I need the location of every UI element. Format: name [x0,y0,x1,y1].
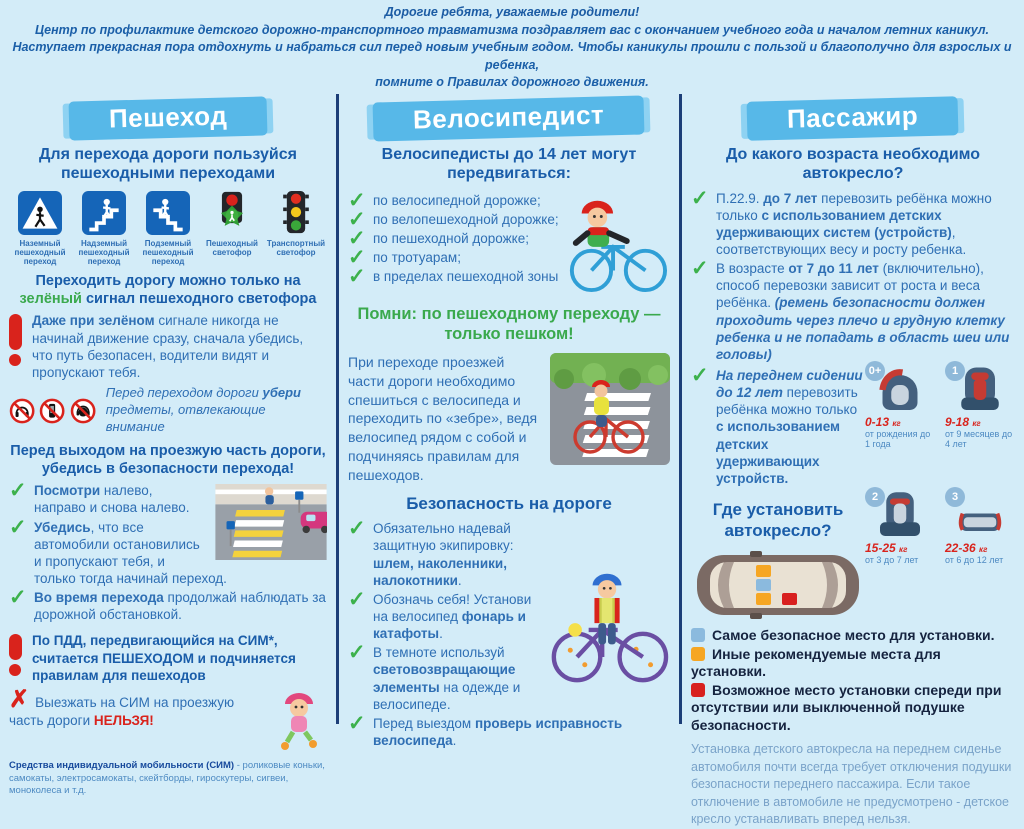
seat-age-range: от 6 до 12 лет [945,554,1004,565]
sim-warning-text: По ПДД, передвигающийся на СИМ*, считается ПЕШЕХОДОМ и подчиняется правилам для пешеходов [32,633,296,683]
legend-item-recommended [691,646,1015,681]
pedestrian-heading3: Перед выходом на проезжую часть дороги, убедись в безопасности перехода! [10,443,326,478]
heading2-green-word: зелёный [19,291,82,308]
seat-weight: 22-36 кг [945,540,988,555]
list-item [348,245,562,269]
car-seat-0plus [865,365,935,485]
rule-italic: (ремень безопасности должен проходить через плечо и грудную клетку ребенка и не попадать в область шеи или головы) [716,295,1010,362]
item-rest: , что все автомобили остановились и пропускают тебя, и только тогда начинай переход. [34,519,227,587]
footnote-rest: - роликовые коньки, самокаты, электросамокаты, скейтборды, гироскутеры, сигвеи, моноколеса и т.д. [9,760,325,796]
seat-badge: 1 [945,361,965,381]
cyclist-title: Велосипедист [373,95,645,141]
item-text: по тротуарам; [373,249,461,265]
sign-pedestrian-light [201,190,263,267]
item-bold: шлем, наколенники, налокотники [373,555,507,588]
cyclist-green-heading: Помни: по пешеходному переходу — только пешком! [357,304,661,344]
heading2-pre: Переходить дорогу можно только на [35,273,301,290]
exclamation-icon [9,312,23,381]
checkmark-icon: ✓ [691,186,709,210]
cyclist-heading1: Велосипедисты до 14 лет могут передвигаться: [381,145,637,183]
seat-age-range: от рождения до 1 года [865,428,931,450]
safety-item [348,517,670,589]
no-headphones-person-icon [70,386,96,436]
car-top-view-illustration [694,547,862,623]
distraction-row [9,385,327,436]
item-bold: фонарь и катафоты [373,608,526,642]
dismount-row [348,353,670,485]
exclamation-icon [9,632,23,684]
pedestrian-traffic-light-icon [210,190,254,236]
sign-crosswalk [9,190,71,267]
checklist-item [9,515,327,588]
header-line3: Наступает прекрасная пора отдохнуть и набраться сил перед новым учебным годом. Чтобы каникулы прошли с пользой и благополучно для взрослых и ребенка, [12,40,1012,72]
item-bold: Убедись [34,519,91,535]
safety-item [348,641,670,713]
seat-weight: 15-25 кг [865,540,908,555]
seat-grid-top [865,365,1015,489]
sim-no-red: НЕЛЬЗЯ! [93,713,154,729]
list-item [348,265,562,289]
dismount-paragraph: При переходе проезжей части дороги необходимо спешиться с велосипеда и переходить по «зебре», ведя велосипед рядом с собой и подчиняясь правилам для пешеходов. [348,353,538,484]
rule-bold: от 7 до 11 лет [788,261,879,277]
checkmark-icon: ✓ [348,245,366,269]
seat-badge: 0+ [865,361,885,381]
airbag-note: Установка детского автокресла на переднем сиденье автомобиля почти всегда требует отключения подушки безопасности переднего пассажира. Если такое отключение в автомобиле не предусмотрено - детское кресло устанавливать вперед нельзя. [691,742,1012,827]
checkmark-icon: ✓ [691,257,709,281]
transport-traffic-light-icon [274,190,318,236]
header-line4: помните о Правилах дорожного движения. [375,75,649,89]
pedestrian-column [0,94,336,796]
rule-mid: (включительно), способ перевозки зависит от роста и веса ребёнка. [716,261,984,311]
item-text: по пешеходной дорожке; [373,230,529,246]
passenger-title: Пассажир [747,96,959,141]
passenger-heading1: До какого возраста необходимо автокресло? [725,145,981,183]
item-text: в пределах пешеходной зоны [373,269,559,285]
list-item [348,226,562,250]
front-seat-row [691,365,1015,489]
passenger-column [682,94,1024,827]
seat-weight: 0-13 кг [865,414,901,429]
orange-square-icon [691,647,705,661]
legend-item-front [691,682,1015,735]
legend-text: Иные рекомендуемые места для установки. [691,645,941,680]
legend-item-safest [691,627,1015,645]
cyclist-heading2: Безопасность на дороге [406,494,612,514]
legend-text: Возможное место установки спереди при отсутствии или выключенной подушке безопасности. [691,681,1002,733]
seat-badge: 2 [865,487,885,507]
crosswalk-sign-icon [18,190,62,236]
where-row [691,491,1015,624]
age-rule-item [691,363,865,487]
safety-checklist [348,517,670,751]
footnote-bold: Средства индивидуальной мобильности (СИМ) [9,760,235,772]
rule-bold: На переднем сидении до 12 лет [716,367,863,401]
checkmark-icon: ✓ [348,517,366,541]
where-heading: Где установить автокресло? [712,499,844,541]
sign-label: Транспортный светофор [266,238,326,257]
checkmark-icon: ✓ [348,641,366,665]
seat-age-range: от 3 до 7 лет [865,554,919,565]
cross-icon: ✗ [9,686,30,714]
warning-text [32,312,327,381]
checkmark-icon: ✓ [348,265,366,289]
checkmark-icon: ✓ [348,226,366,250]
heading2-post: сигнал пешеходного светофора [81,291,317,308]
rule-bold2: с использованием детских удерживающих устройств. [716,419,841,486]
age-rule-item [691,257,1015,363]
checklist-item [9,586,327,623]
legend-text: Самое безопасное место для установки. [712,627,995,644]
distraction-pre: Перед переходом дороги [105,385,263,401]
item-pre: В темноте используй [373,645,505,661]
sim-prohibition [9,688,327,754]
item-bold: световозвращающие элементы [373,662,516,695]
rule-post: , соответствующих весу и росту ребенка. [716,224,967,257]
boy-with-bike-illustration [562,190,670,294]
sim-no-pre: Выезжать на СИМ на проезжую часть дороги [9,695,235,729]
checkmark-icon: ✓ [9,586,27,610]
sim-footnote [9,760,327,797]
seat-age-range: от 9 месяцев до 4 лет [945,428,1013,450]
walk-bike-crosswalk-illustration [550,353,670,465]
blue-square-icon [691,628,705,642]
roller-girl-illustration [271,690,327,752]
sign-underpass [137,190,199,267]
cyclist-column [336,94,682,748]
checkmark-icon: ✓ [9,479,27,503]
item-rest: продолжай наблюдать за дорожной обстановкой. [34,590,326,623]
item-post: . [452,732,457,748]
cyclist-rules-row [348,190,670,294]
warning-rest: сигнале никогда не начинай движение сразу, сначала убедись, что путь безопасен, водители видят и пропускают тебя. [32,313,304,381]
header-line2: Центр по профилактике детского дорожно-транспортного травматизма поздравляет вас с окончанием учебного года и началом летних каникул. [35,22,989,37]
header-greeting: Дорогие ребята, уважаемые родители! [384,5,640,19]
item-bold: проверь исправность велосипеда [373,715,623,748]
checkmark-icon: ✓ [691,363,709,387]
checkmark-icon: ✓ [9,515,27,539]
safety-item [348,587,670,642]
list-item [348,207,562,231]
item-post: на одежде и велосипеде. [373,679,521,712]
red-square-icon [691,683,705,697]
pedestrian-heading1: Для перехода дороги пользуйся пешеходными переходами [39,145,297,183]
sim-warning [9,632,327,684]
green-signal-warning [9,312,327,381]
item-post: . [457,572,462,588]
crossing-checklist [9,479,327,625]
no-headphones-icon [9,386,35,436]
distraction-bold: убери [262,385,301,401]
road-signs-row [9,190,327,267]
seat-grid-bottom [865,491,1015,624]
warning-bold: Даже при зелёном [32,313,155,329]
distraction-note [106,385,327,436]
rule-bold: до 7 лет [763,190,818,206]
checkmark-icon: ✓ [348,188,366,212]
item-bold: Во время перехода [34,590,164,606]
car-seat-group1 [945,365,1015,485]
item-text: по велосипедной дорожке; [373,192,541,208]
item-post: . [439,626,443,642]
rule-pre: П.22.9. [716,190,764,206]
checklist-item [9,479,327,516]
item-bold: Посмотри [34,483,101,499]
checkmark-icon: ✓ [348,207,366,231]
item-pre: Обязательно надевай защитную экипировку: [373,521,514,554]
age-rule-item [691,186,1015,259]
seat-weight: 9-18 кг [945,414,981,429]
rule-mid: перевозить ребёнка можно только [716,385,858,418]
cyclist-rules-list [348,190,562,294]
poster-header [0,0,1024,94]
rule-mid: перевозить ребёнка можно только [716,190,992,223]
pedestrian-title: Пешеход [68,96,267,140]
list-item [348,188,562,212]
checkmark-icon: ✓ [348,711,366,735]
checkmark-icon: ✓ [348,587,366,611]
item-pre: Обозначь себя! Установи на велосипед [373,591,532,624]
distraction-post: предметы, отвлекающие внимание [105,402,266,435]
car-seat-group3 [945,491,1015,620]
sign-label: Подземный пешеходный переход [142,238,194,266]
car-seat-group2 [865,491,935,620]
underpass-sign-icon [146,190,190,236]
sign-label: Пешеходный светофор [206,238,258,257]
pedestrian-heading2 [9,272,327,308]
seat-legend [691,627,1015,734]
sign-label: Наземный пешеходный переход [14,238,66,266]
item-pre: Перед выездом [373,715,475,731]
sign-overpass [73,190,135,267]
rule-bold2: с использованием детских удерживающих систем (устройств) [716,207,952,240]
seat-badge: 3 [945,487,965,507]
rule-pre: В возрасте [716,261,789,277]
sign-label: Надземный пешеходный переход [78,238,130,266]
no-phone-icon [39,386,65,436]
overpass-sign-icon [82,190,126,236]
item-text: по велопешеходной дорожке; [373,211,559,227]
safety-item [348,711,670,749]
item-rest: налево, направо и снова налево. [34,483,190,516]
sign-traffic-light [265,190,327,267]
